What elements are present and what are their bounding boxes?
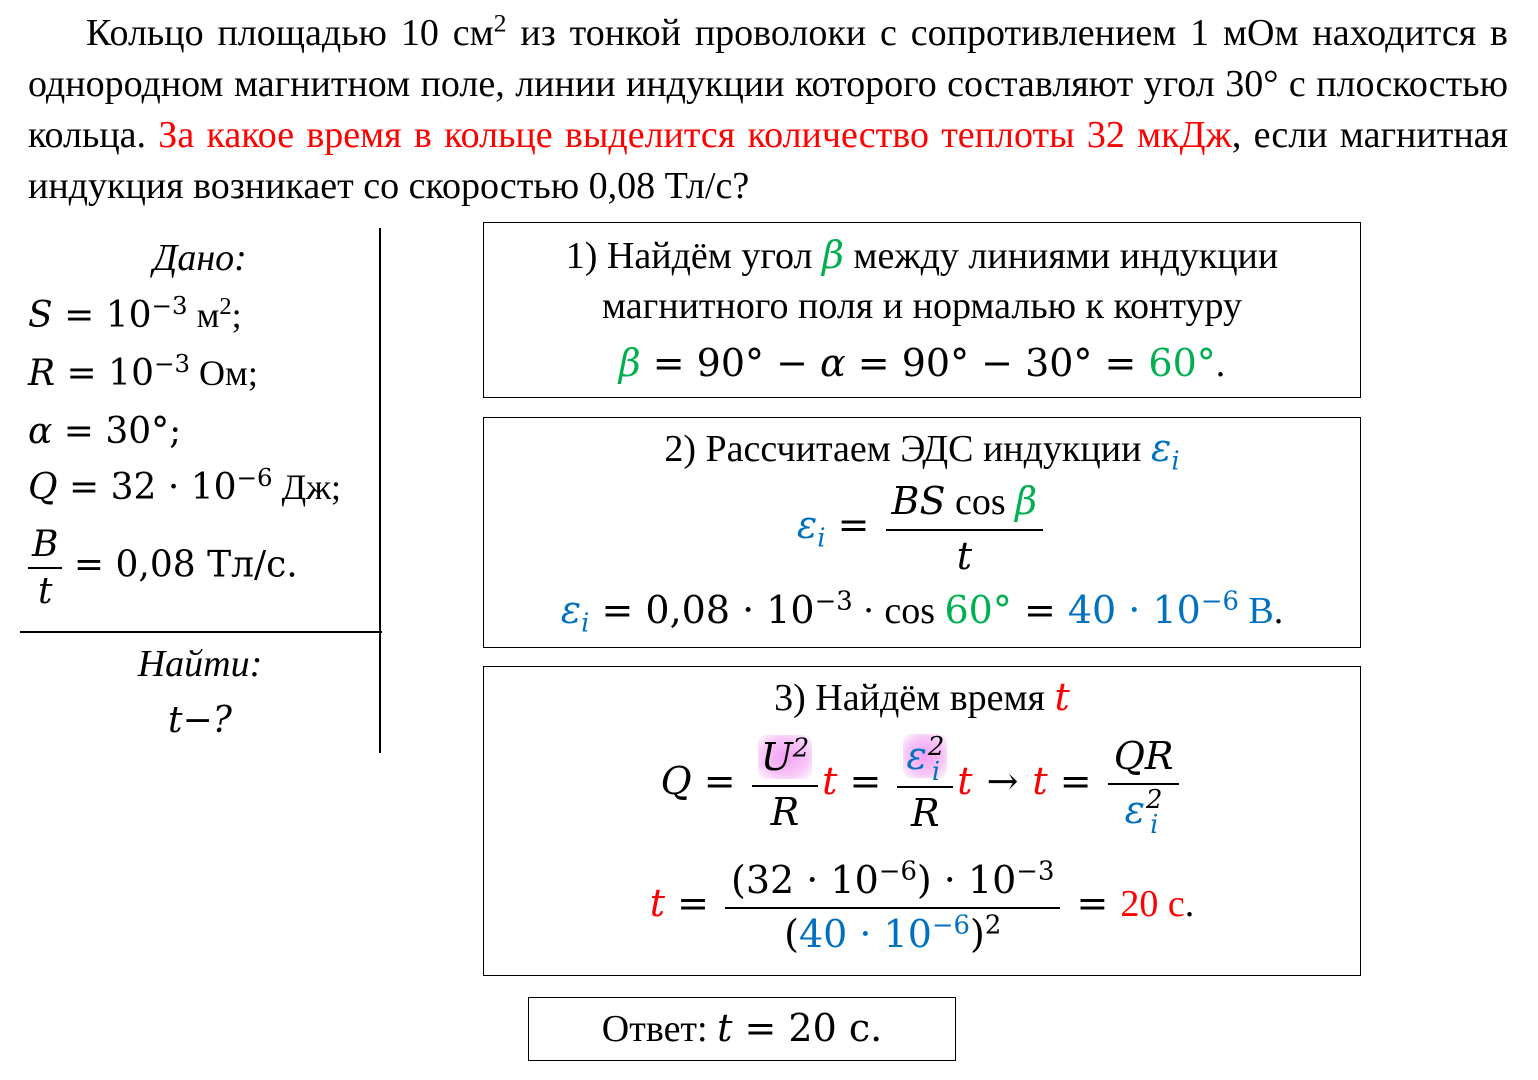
given-Q-rel: = 32 · 10 xyxy=(57,467,237,508)
step1-eq-alpha: α xyxy=(820,341,846,385)
given-block xyxy=(20,228,382,753)
step3-calc-frac xyxy=(725,857,1060,958)
step2-calc-angle: 60° xyxy=(944,588,1012,632)
step2-formula-eps-sub: i xyxy=(817,523,826,554)
step2-fraction xyxy=(886,478,1044,580)
given-S-lhs: S xyxy=(28,295,53,336)
step2-title-eps-sub: i xyxy=(1171,446,1180,477)
step3-frac3-supsub xyxy=(1146,785,1163,840)
step2-num-bs: BS xyxy=(891,479,946,523)
step2-num-beta: β xyxy=(1015,479,1038,523)
step3-frac3-bar xyxy=(1108,783,1180,785)
step1-equation xyxy=(484,341,1360,386)
given-title: Дано: xyxy=(153,237,247,279)
given-rate-num: B xyxy=(32,524,59,565)
step1-eq-mid: = 90° − xyxy=(640,341,821,385)
answer-box xyxy=(528,997,956,1061)
step2-end: . xyxy=(1273,590,1284,632)
problem-sq: 2 xyxy=(493,8,507,38)
given-Q-unit: Дж; xyxy=(272,467,342,507)
step1-box xyxy=(483,222,1361,398)
step3-t3: t xyxy=(1032,759,1048,803)
given-rate-bar xyxy=(28,567,62,569)
step3-calc-num xyxy=(725,857,1060,905)
step2-title-eps-sym: ε xyxy=(1150,426,1172,470)
step2-result: 40 · 10 xyxy=(1067,588,1201,632)
given-Q xyxy=(28,463,342,508)
step3-t2: t xyxy=(957,759,973,803)
step3-calc-den xyxy=(725,911,1060,959)
step3-calc-den-exp: −6 xyxy=(931,909,970,940)
given-rate-rel: = 0,08 Тл/с. xyxy=(62,544,298,586)
step3-eps-highlight xyxy=(903,731,947,787)
step1-result: 60° xyxy=(1148,341,1216,385)
step3-calc-den-a: ( xyxy=(784,911,799,956)
answer-value: = 20 с. xyxy=(732,1006,883,1050)
step3-U-sq: 2 xyxy=(792,733,810,764)
step3-frac2-sub: i xyxy=(931,756,941,787)
step3-formula: Q = $\frac{U^2}{R}$ t = ε 2 i R t → t = QR ε 2 i xyxy=(484,733,1360,838)
step3-calc-bar xyxy=(725,907,1060,909)
step3-frac3-den xyxy=(1108,787,1180,838)
step2-calc-a: = 0,08 · 10 xyxy=(589,588,815,632)
step3-title-text: 3) Найдём время xyxy=(774,677,1055,719)
step3-t1: t xyxy=(822,759,838,803)
step3-calc-den-c: ) xyxy=(969,911,985,956)
problem-text-3: , если магнитная индукция возникает со скоростью 0,08 Тл/с? xyxy=(28,114,1508,207)
given-R-unit: Ом; xyxy=(190,353,258,393)
step2-formula-eps-sym: ε xyxy=(796,502,818,547)
given-S-rel: = 10 xyxy=(52,295,152,336)
step3-calc-den-exp2: 2 xyxy=(984,909,1002,940)
step3-result: 20 с xyxy=(1120,883,1185,926)
step2-title xyxy=(484,426,1360,477)
step2-formula-eps xyxy=(796,502,826,554)
given-R-lhs: R xyxy=(28,353,56,394)
given-S-unit-exp: 2 xyxy=(219,293,232,320)
problem-statement xyxy=(28,8,1508,212)
step2-calc-eq: = xyxy=(1011,588,1068,632)
step1-text-b: между линиями индукции xyxy=(843,235,1279,277)
step2-title-text: 2) Рассчитаем ЭДС индукции xyxy=(664,428,1151,470)
step3-box xyxy=(483,666,1361,976)
given-R xyxy=(28,349,258,394)
step1-text-a: 1) Найдём угол xyxy=(565,235,822,277)
problem-text-2: из тонкой проволоки с сопротивлением 1 мОм находится в однородном магнитном поле, линии индукции которого составляют угол 30° с плоскостью кольца. xyxy=(28,12,1508,156)
step3-arrow: → xyxy=(986,759,1019,803)
step3-calc-den-b: 40 · 10 xyxy=(798,911,932,956)
given-R-exp: −3 xyxy=(153,349,191,378)
step3-frac2-num xyxy=(897,731,953,787)
step3-calc-num-a: (32 · 10 xyxy=(731,858,879,902)
step3-calc: t = $\frac{(32 \cdot 10^{-6}) \cdot 10^{-3}}{(40 \cdot 10^{-6})^2}$ = 20 с. xyxy=(484,857,1360,958)
step3-frac3-num: QR xyxy=(1113,734,1174,778)
step1-line1 xyxy=(484,233,1360,278)
step3-frac3-sq: 2 xyxy=(1146,785,1163,816)
step2-calc-eps-sym: ε xyxy=(560,588,582,632)
step2-title-eps xyxy=(1150,426,1180,477)
step3-frac3-eps: ε xyxy=(1124,787,1146,832)
step1-line2: магнитного поля и нормалью к контуру xyxy=(602,285,1242,327)
step3-frac2-bar xyxy=(897,786,953,788)
answer-t: t xyxy=(717,1006,733,1050)
step2-calc-eps xyxy=(560,588,590,639)
step3-U-highlight xyxy=(758,735,812,779)
given-alpha-rel: = 30°; xyxy=(52,411,182,452)
step3-Q: Q xyxy=(660,759,692,803)
step2-calc-eps-sub: i xyxy=(581,608,590,639)
given-S xyxy=(28,291,242,336)
given-S-exp: −3 xyxy=(151,291,188,320)
given-S-end: ; xyxy=(231,295,242,335)
find-title: Найти: xyxy=(137,643,263,685)
step3-frac1-den: R xyxy=(770,789,800,834)
step3-frac3 xyxy=(1108,733,1180,838)
given-alpha-lhs: α xyxy=(28,411,53,452)
step3-frac2-den: R xyxy=(911,791,940,836)
step3-frac2-sq: 2 xyxy=(927,731,945,762)
answer-label: Ответ: xyxy=(601,1008,718,1050)
step3-frac3-sub: i xyxy=(1150,810,1159,840)
step3-frac1 xyxy=(752,734,818,836)
step3-title-t: t xyxy=(1054,675,1070,719)
given-horizontal-divider xyxy=(20,631,382,633)
given-rate xyxy=(28,524,298,612)
find-value: t−? xyxy=(168,700,232,741)
step3-frac1-bar xyxy=(752,785,818,787)
given-alpha xyxy=(28,410,181,452)
step2-result-unit: В xyxy=(1238,590,1274,632)
step2-frac-bar xyxy=(886,529,1044,531)
step3-frac2 xyxy=(897,733,953,838)
step1-beta: β xyxy=(821,233,844,277)
step2-result-exp: −6 xyxy=(1200,586,1239,617)
problem-text-1: Кольцо площадью 10 см xyxy=(86,12,494,54)
step3-end: . xyxy=(1184,883,1195,926)
step2-box xyxy=(483,417,1361,648)
step3-calc-num-exp2: −3 xyxy=(1016,856,1055,887)
step3-frac2-eps: ε xyxy=(906,734,927,778)
given-S-unit: м xyxy=(187,295,220,335)
given-rate-den: t xyxy=(38,571,53,612)
step3-frac1-num xyxy=(752,734,818,783)
given-R-rel: = 10 xyxy=(55,353,154,394)
step2-calc-cos: · cos xyxy=(852,590,945,632)
step1-eq-mid2: = 90° − 30° = xyxy=(845,341,1149,385)
step1-end: . xyxy=(1215,343,1226,385)
given-Q-exp: −6 xyxy=(236,463,273,492)
step3-calc-num-b: ) · 10 xyxy=(916,858,1017,902)
given-Q-lhs: Q xyxy=(28,467,58,508)
given-rate-fraction xyxy=(28,524,62,612)
step2-formula: $\varepsilon_i$ = $\frac{\text{BS cos β}}{t}$ xyxy=(484,478,1360,580)
step2-frac-num xyxy=(886,478,1044,527)
step2-num-cos: cos xyxy=(945,481,1016,523)
step1-eq-beta: β xyxy=(618,341,641,385)
step2-calc xyxy=(484,586,1360,639)
step2-calc-exp: −3 xyxy=(814,586,853,617)
step2-frac-den: t xyxy=(956,533,972,578)
step3-title xyxy=(484,675,1360,720)
step3-frac2-supsub xyxy=(927,731,945,787)
problem-question: За какое время в кольце выделится количество теплоты 32 мкДж xyxy=(158,114,1232,156)
step3-calc-num-exp1: −6 xyxy=(878,856,917,887)
step3-calc-t: t xyxy=(649,881,666,926)
step3-U: U xyxy=(760,735,793,780)
answer-line xyxy=(529,1006,955,1051)
